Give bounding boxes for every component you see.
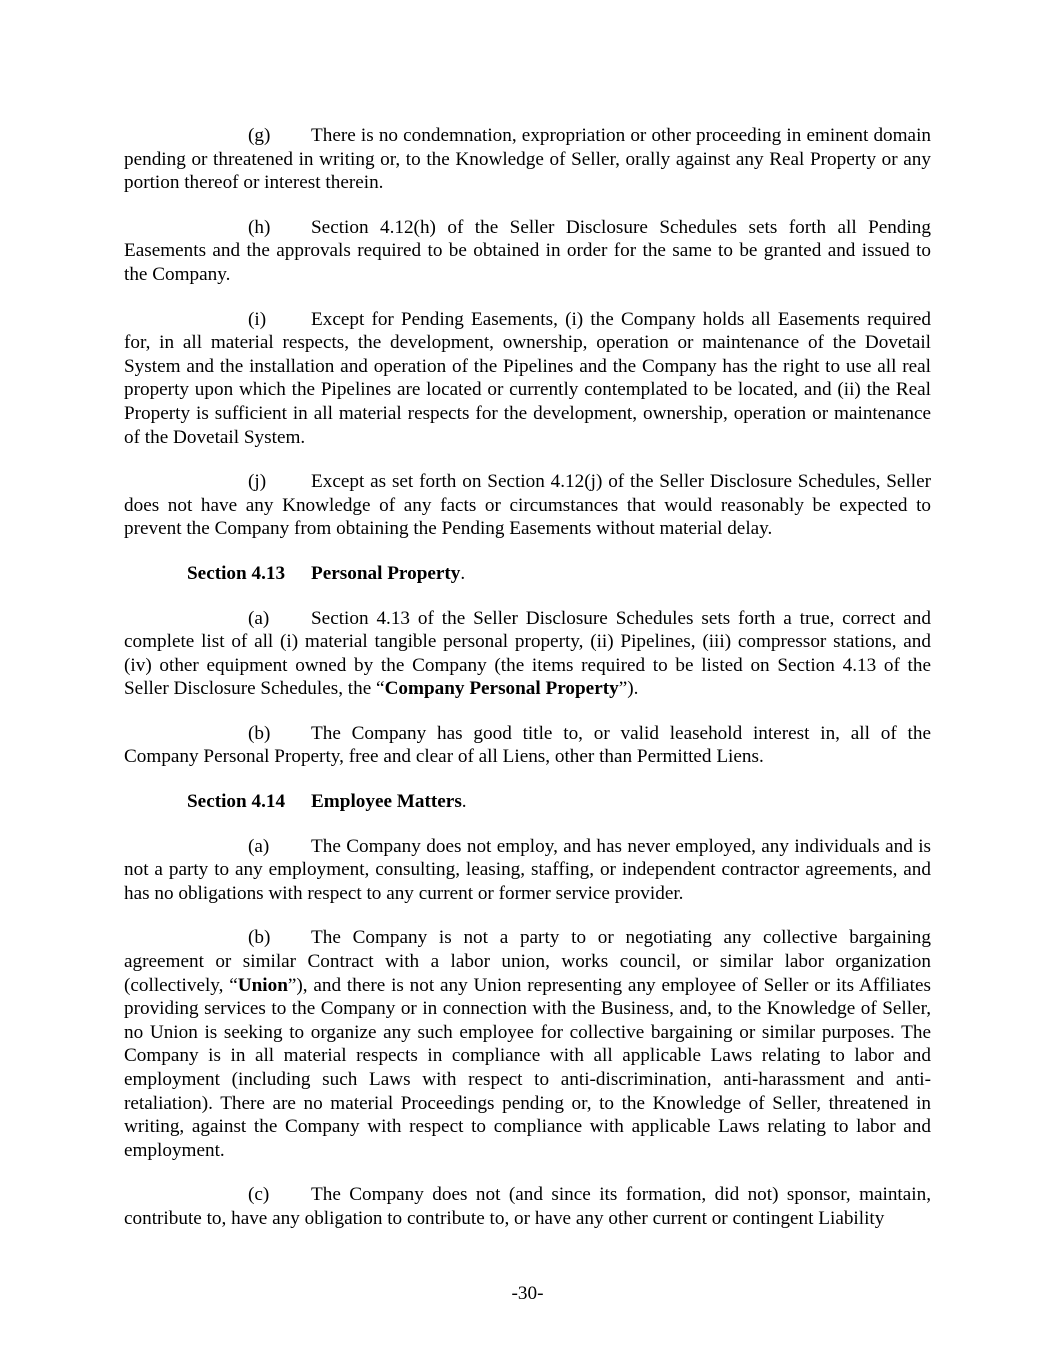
paragraph-text: The Company is not a party to or negotiating any collective bargaining agreement or similar Contract with a labor union, works council, or similar labor organization (collectively, “ bbox=[124, 927, 931, 996]
paragraph-text: The Company has good title to, or valid leasehold interest in, all of the Company Personal Property, free and clear of all Liens, other than Permitted Liens. bbox=[124, 722, 931, 768]
paragraph-4-14-a bbox=[124, 835, 931, 906]
paragraph-marker: (c) bbox=[248, 1184, 270, 1206]
paragraph-text: The Company does not employ, and has never employed, any individuals and is not a party to any employment, consulting, leasing, staffing, or independent contractor agreements, and has no obligations with respect to any current or former service provider. bbox=[124, 835, 931, 904]
paragraph-text-end: ”). bbox=[618, 678, 639, 700]
section-number: Section 4.14 bbox=[187, 791, 286, 813]
paragraph-text: There is no condemnation, expropriation or other proceeding in eminent domain pending or threatened in writing or, to the Knowledge of Seller, orally against any Real Property or any portion thereof or interest therein. bbox=[124, 125, 931, 194]
paragraph-text: Except as set forth on Section 4.12(j) of the Seller Disclosure Schedules, Seller does not have any Knowledge of any facts or circumstances that would reasonably be expected to prevent the Company from obtaining the Pending Easements without material delay. bbox=[124, 471, 931, 540]
section-4-13-heading: Section 4.13 Personal Property. bbox=[187, 562, 466, 584]
paragraph-4-14-c bbox=[124, 1183, 931, 1230]
paragraph-marker: (i) bbox=[248, 308, 267, 330]
section-4-14-heading: Section 4.14 Employee Matters. bbox=[187, 791, 467, 813]
paragraph-g bbox=[124, 124, 931, 195]
paragraph-marker: (b) bbox=[248, 722, 271, 744]
paragraph-4-14-b bbox=[124, 926, 931, 1162]
page-number: -30- bbox=[511, 1283, 544, 1304]
paragraph-j bbox=[124, 470, 931, 541]
paragraph-text: Except for Pending Easements, (i) the Company holds all Easements required for, in all material respects, the development, ownership, operation or maintenance of the Dovetail System and the installation and operation of the Pipelines and the Company has the right to use all real property upon which the Pipelines are located or currently contemplated to be located, and (ii) the Real Property is sufficient in all material respects for the development, ownership, operation or maintenance of the Dovetail System. bbox=[124, 308, 931, 448]
paragraph-4-13-a bbox=[124, 607, 931, 701]
paragraph-i bbox=[124, 308, 931, 450]
paragraph-text: Section 4.12(h) of the Seller Disclosure Schedules sets forth all Pending Easements and the approvals required to be obtained in order for the same to be granted and issued to the Company. bbox=[124, 216, 931, 285]
defined-term: Company Personal Property bbox=[384, 678, 619, 700]
paragraph-marker: (h) bbox=[248, 216, 271, 238]
paragraph-marker: (a) bbox=[248, 835, 270, 857]
paragraph-text: Section 4.13 of the Seller Disclosure Schedules sets forth a true, correct and complete list of all (i) material tangible personal property, (ii) Pipelines, (iii) compressor stations, and (iv) other equipment owned by the Company (the items required to be listed on Section 4.13 of the Seller Disclosure Schedules, the “ bbox=[124, 607, 931, 700]
paragraph-text: The Company does not (and since its formation, did not) sponsor, maintain, contribute to, have any obligation to contribute to, or have any other current or contingent Liability bbox=[124, 1184, 931, 1229]
paragraph-h bbox=[124, 216, 931, 287]
section-title: Personal Property bbox=[311, 562, 461, 584]
section-title: Employee Matters bbox=[311, 791, 462, 813]
paragraph-4-13-b bbox=[124, 722, 931, 769]
document-page bbox=[124, 124, 931, 1252]
paragraph-marker: (g) bbox=[248, 125, 271, 146]
paragraph-marker: (b) bbox=[248, 927, 271, 949]
paragraph-text-end: ”), and there is not any Union representing any employee of Seller or its Affiliates providing services to the Company or in connection with the Business, and, to the Knowledge of Seller, no Union is seeking to organize any such employee for collective bargaining or similar purposes. The Company is in all material respects in compliance with all applicable Laws relating to labor and employment (including such Laws with respect to anti-discrimination, anti-harassment and anti-retaliation). There are no material Proceedings pending or, to the Knowledge of Seller, threatened in writing, against the Company with respect to compliance with applicable Laws relating to labor and employment. bbox=[124, 974, 931, 1161]
paragraph-marker: (a) bbox=[248, 607, 270, 629]
defined-term: Union bbox=[237, 974, 288, 996]
section-number: Section 4.13 bbox=[187, 562, 286, 584]
paragraph-marker: (j) bbox=[248, 471, 267, 493]
